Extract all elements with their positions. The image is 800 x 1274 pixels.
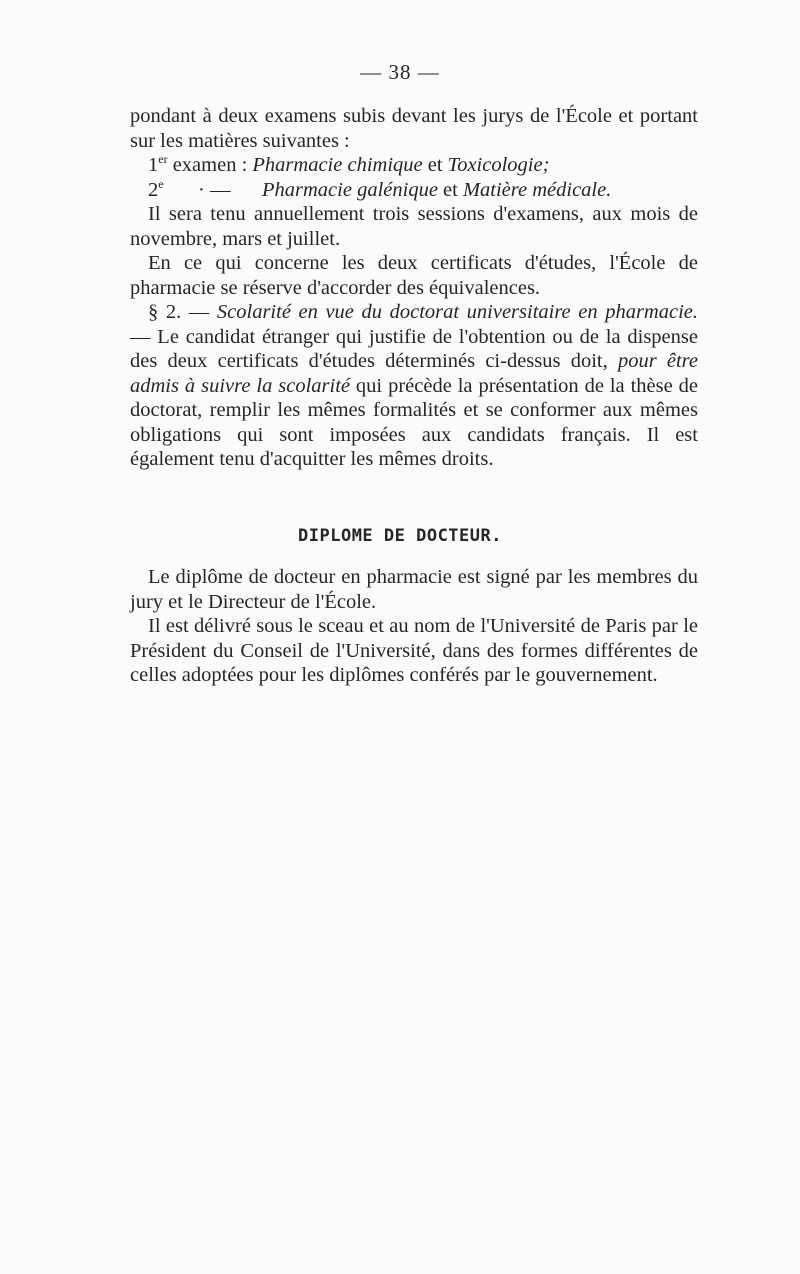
exam-ordinal: er [158, 152, 168, 167]
exam-subject: Matière médicale. [462, 178, 612, 201]
page-number: — 38 — [360, 60, 440, 84]
section-mark: § 2. — [148, 301, 217, 323]
section-title: Scolarité en vue du doctorat universitaire en pharmacie. [216, 301, 698, 323]
paragraph-section-2 [130, 300, 698, 472]
paragraph-signature: Le diplôme de docteur en pharmacie est signé par les membres du jury et le Directeur de l'École. [130, 566, 698, 613]
section-emphasis: pour être admis à suivre la scolarité [130, 350, 698, 397]
section-text: — Le candidat étranger qui justifie de l'obtention ou de la dispense des deux certificats d'études déterminés ci-dessus doit, [130, 325, 698, 372]
body-text-lower [130, 565, 698, 688]
exam-line-first [130, 153, 698, 178]
section-heading: DIPLOME DE DOCTEUR. [298, 526, 502, 546]
paragraph-delivery: Il est délivré sous le sceau et au nom de l'Université de Paris par le Président du Conseil de l'Université, dans des formes différentes de celles adoptées pour les diplômes conférés par le gouvernement. [130, 615, 698, 686]
paragraph-sessions: Il sera tenu annuellement trois sessions d'examens, aux mois de novembre, mars et juillet. [130, 203, 698, 250]
section-text: qui précède la présentation de la thèse de doctorat, remplir les mêmes formalités et se conformer aux mêmes obligations qui sont imposées aux candidats français. Il est également tenu d'acquitter les mêmes droits. [130, 374, 698, 470]
exam-line-second [130, 178, 698, 203]
exam-number: 1 [148, 154, 159, 176]
exam-ordinal: e [158, 176, 164, 191]
paragraph-exams-intro: pondant à deux examens subis devant les jurys de l'École et portant sur les matières suivantes : [130, 105, 698, 152]
exam-conjunction: et [422, 154, 448, 176]
exam-subject: Pharmacie galénique [262, 178, 438, 201]
exam-conjunction: et [437, 178, 463, 201]
body-text-upper [130, 104, 698, 472]
exam-word: examen : [167, 154, 248, 176]
exam-ditto: · — [198, 178, 231, 201]
exam-subject: Toxicologie; [447, 154, 550, 176]
paragraph-equivalences: En ce qui concerne les deux certificats d'études, l'École de pharmacie se réserve d'accorder des équivalences. [130, 252, 698, 299]
exam-number: 2 [148, 178, 159, 201]
exam-subject: Pharmacie chimique [252, 154, 423, 176]
